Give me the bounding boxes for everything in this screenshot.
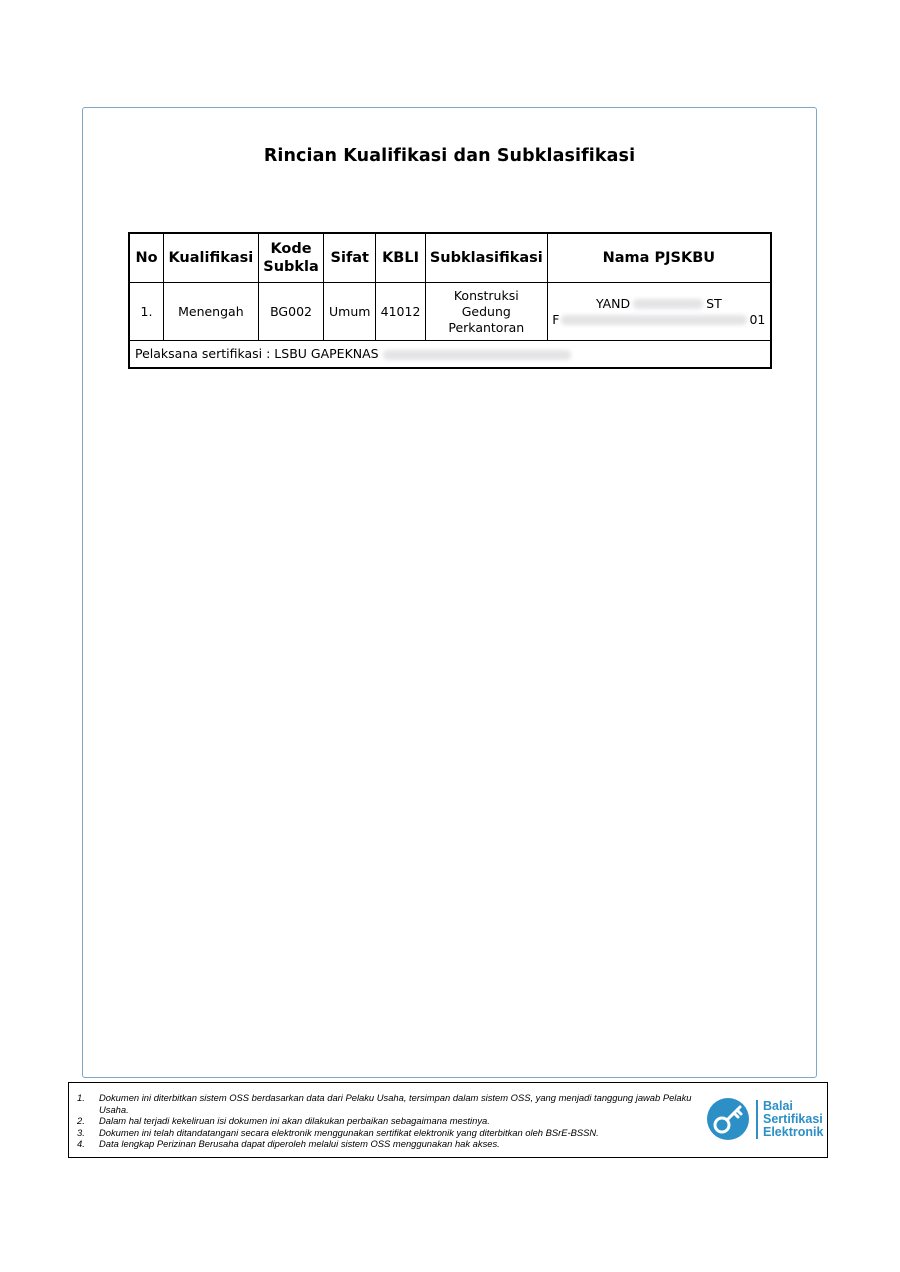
pjskbu-name-start: YAND [595, 295, 631, 311]
cell-no: 1. [129, 283, 164, 341]
note-number: 3. [77, 1126, 85, 1138]
pjskbu-name-end: ST [706, 295, 722, 311]
note-item [77, 1092, 707, 1115]
pjskbu-name [551, 296, 767, 312]
logo-line2: Sertifikasi [763, 1111, 823, 1126]
note-number: 2. [77, 1115, 85, 1127]
note-item [77, 1127, 707, 1139]
logo-text [756, 1100, 823, 1139]
note-number: 1. [77, 1092, 85, 1103]
header-kode-subkla-text: Kode Subkla [263, 241, 319, 275]
note-item [77, 1115, 707, 1127]
note-item [77, 1138, 707, 1150]
note-text: Dokumen ini diterbitkan sistem OSS berdasarkan data dari Pelaku Usaha, tersimpan dalam sistem OSS, yang menjadi tanggung jawab Pelaku Usaha. [99, 1092, 692, 1115]
page-title: Rincian Kualifikasi dan Subklasifikasi [263, 146, 636, 166]
logo-line1: Balai [763, 1098, 793, 1113]
pjskbu-id-end: 01 [749, 311, 766, 327]
cell-kualifikasi: Menengah [164, 283, 259, 341]
cell-sifat: Umum [324, 283, 376, 341]
notes-list [77, 1092, 707, 1150]
pelaksana-label: Pelaksana sertifikasi : LSBU GAPEKNAS [135, 346, 379, 361]
cell-kode-subkla: BG002 [258, 283, 324, 341]
pjskbu-id [551, 312, 767, 328]
note-text: Data lengkap Perizinan Berusaha dapat diperoleh melalui sistem OSS menggunakan hak akses. [99, 1138, 500, 1150]
pjskbu-id-start: F [552, 311, 560, 327]
bsre-logo [706, 1097, 823, 1141]
subklasifikasi-text: Konstruksi Gedung Perkantoran [448, 287, 525, 335]
redacted-name [633, 299, 703, 309]
header-kbli: KBLI [376, 233, 426, 283]
bsre-key-icon [706, 1097, 750, 1141]
table-header-row [129, 233, 771, 283]
table-row [129, 283, 771, 341]
note-text: Dokumen ini telah ditandatangani secara elektronik menggunakan sertifikat elektronik yang diterbitkan oleh BSrE-BSSN. [99, 1126, 599, 1138]
header-nama-pjskbu: Nama PJSKBU [547, 233, 771, 283]
cell-nama-pjskbu [547, 283, 771, 341]
table-footer-row [129, 341, 771, 369]
notes-box [68, 1082, 828, 1158]
redacted-pelaksana [383, 350, 571, 360]
cell-kbli: 41012 [376, 283, 426, 341]
note-text: Dalam hal terjadi kekeliruan isi dokumen ini akan dilakukan perbaikan sebagaimana mestinya. [99, 1115, 490, 1127]
header-subklasifikasi: Subklasifikasi [425, 233, 547, 283]
cell-subklasifikasi [425, 283, 547, 341]
header-kualifikasi: Kualifikasi [164, 233, 259, 283]
qualification-table [128, 232, 772, 369]
header-no: No [129, 233, 164, 283]
header-sifat: Sifat [324, 233, 376, 283]
footer-cell [129, 341, 771, 369]
note-number: 4. [77, 1138, 85, 1150]
logo-line3: Elektronik [763, 1124, 824, 1139]
redacted-id [561, 315, 747, 325]
header-kode-subkla [258, 233, 324, 283]
